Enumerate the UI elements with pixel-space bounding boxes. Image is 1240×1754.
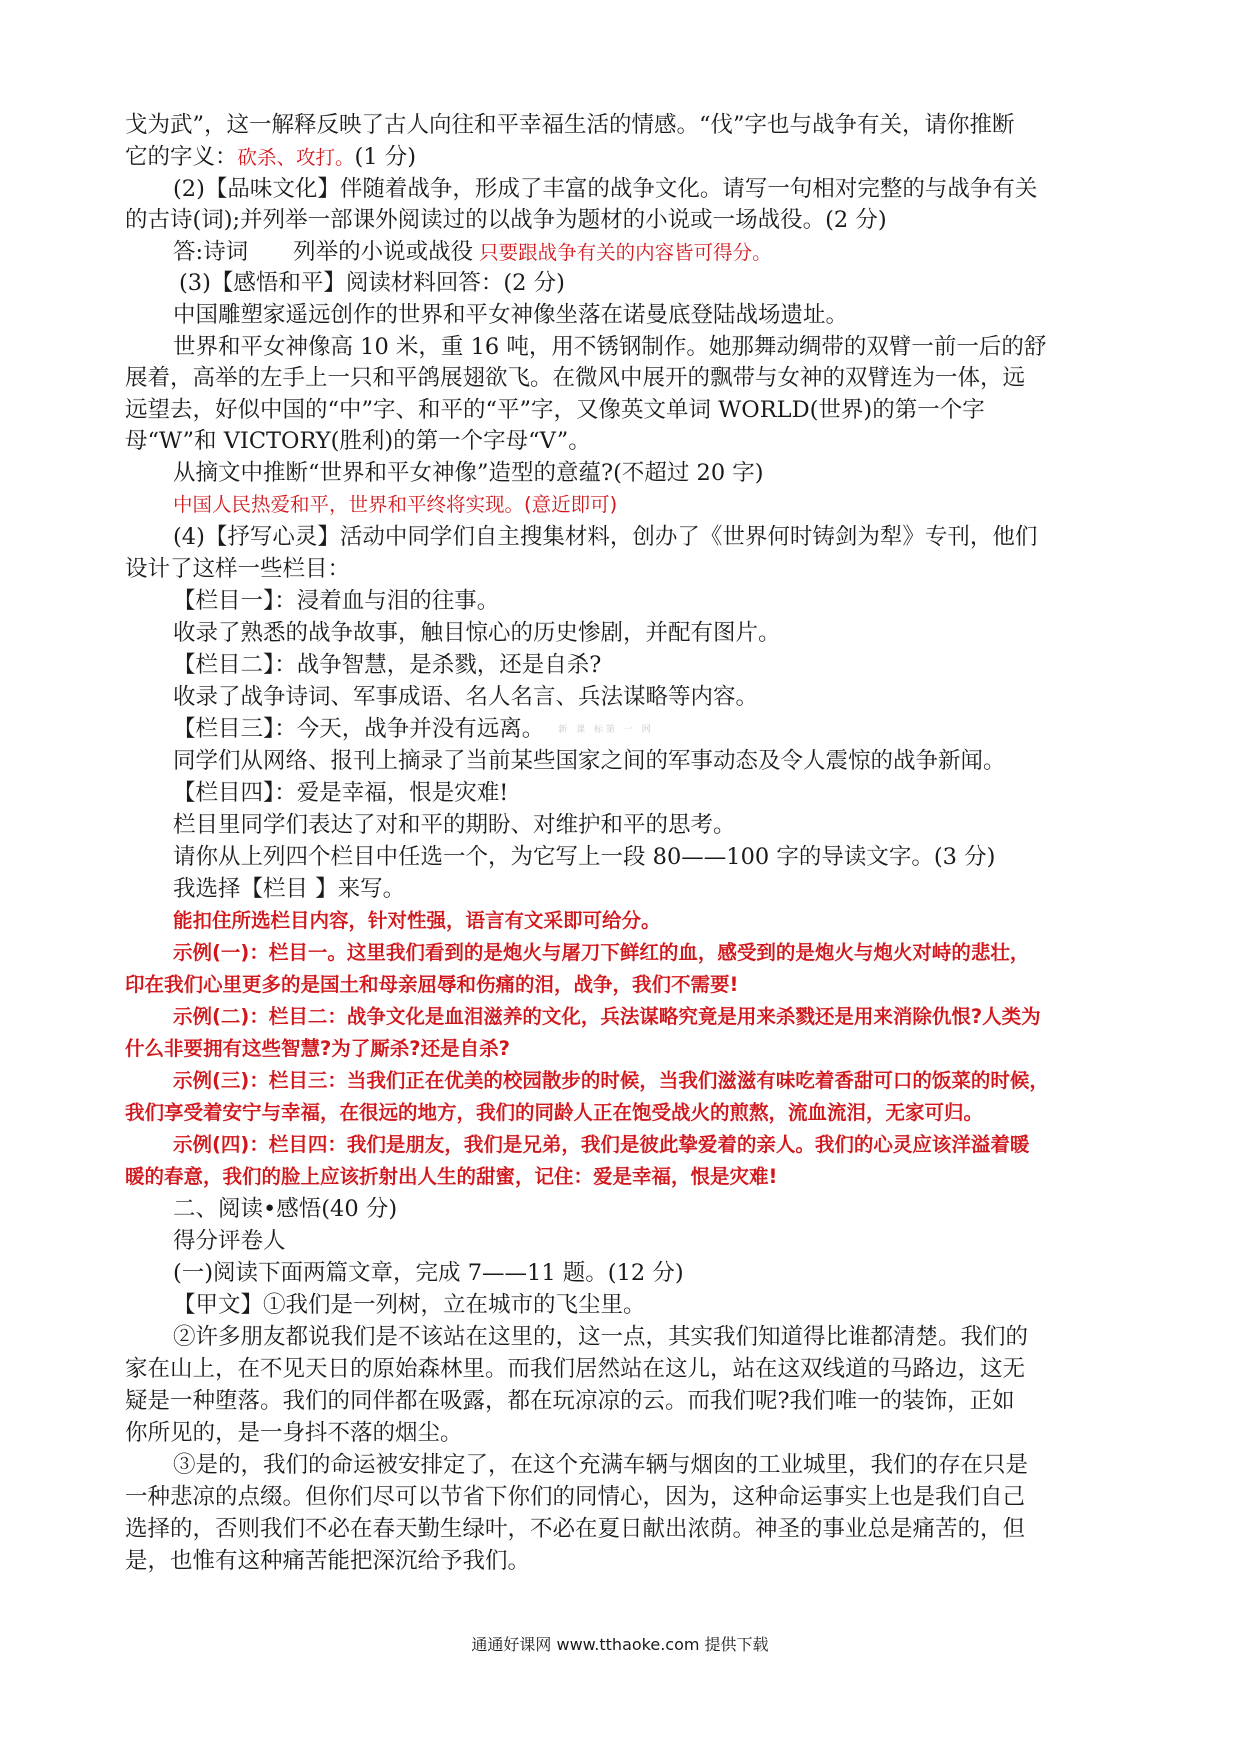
- text-line: 设计了这样一些栏目：: [125, 556, 351, 582]
- watermark-text: 新 课 标第 一 网: [558, 725, 654, 735]
- text-line: 世界和平女神像高 10 米，重 16 吨，用不锈钢制作。她那舞动绸带的双臂一前一后的舒: [173, 334, 1047, 360]
- answer-text: 能扣住所选栏目内容，针对性强，语言有文采即可给分。: [173, 909, 661, 932]
- section-heading: 二、阅读•感悟(40 分): [173, 1196, 398, 1222]
- text-line: ②许多朋友都说我们是不该站在这里的，这一点，其实我们知道得比谁都清楚。我们的: [173, 1324, 1029, 1350]
- text-line: (4)【抒写心灵】活动中同学们自主搜集材料，创办了《世界何时铸剑为犁》专刊，他们: [173, 524, 1038, 550]
- answer-text: 什么非要拥有这些智慧?为了厮杀?还是自杀?: [125, 1037, 510, 1060]
- text-line: 【甲文】①我们是一列树，立在城市的飞尘里。: [173, 1292, 646, 1318]
- text-line: [173, 236, 772, 269]
- text-span: 它的字义：: [125, 144, 238, 170]
- answer-text: 印在我们心里更多的是国土和母亲屈辱和伤痛的泪，战争，我们不需要!: [125, 973, 739, 996]
- page-footer: 通通好课网 www.tthaoke.com 提供下载: [471, 1635, 769, 1654]
- text-line: 同学们从网络、报刊上摘录了当前某些国家之间的军事动态及令人震惊的战争新闻。: [173, 748, 1006, 774]
- answer-text: 只要跟战争有关的内容皆可得分。: [479, 241, 772, 264]
- answer-text: 示例(三)：栏目三：当我们正在优美的校园散步的时候，当我们滋滋有味吃着香甜可口的饭菜的时候，: [173, 1069, 1049, 1092]
- text-line: [173, 713, 654, 746]
- text-line: 母“W”和 VICTORY(胜利)的第一个字母“V”。: [125, 428, 591, 454]
- text-line: 【栏目四】：爱是幸福，恨是灾难!: [173, 780, 509, 806]
- text-line: 收录了熟悉的战争故事，触目惊心的历史惨剧，并配有图片。: [173, 620, 781, 646]
- answer-text: 示例(四)：栏目四：我们是朋友，我们是兄弟，我们是彼此挚爱着的亲人。我们的心灵应该洋溢着暖: [173, 1133, 1030, 1156]
- answer-text: 暖的春意，我们的脸上应该折射出人生的甜蜜，记住：爱是幸福，恨是灾难!: [125, 1165, 778, 1188]
- text-line: 家在山上，在不见天日的原始森林里。而我们居然站在这儿，站在这双线道的马路边，这无: [125, 1356, 1026, 1382]
- text-span: 答:诗词 列举的小说或战役: [173, 239, 474, 265]
- text-span: (1 分): [354, 144, 417, 170]
- answer-text: 中国人民热爱和平，世界和平终将实现。(意近即可): [173, 493, 618, 516]
- text-line: (2)【品味文化】伴随着战争，形成了丰富的战争文化。请写一句相对完整的与战争有关: [173, 176, 1038, 202]
- text-line: [125, 141, 416, 174]
- text-line: 从摘文中推断“世界和平女神像”造型的意蕴?(不超过 20 字): [173, 460, 764, 486]
- text-line: 一种悲凉的点缀。但你们尽可以节省下你们的同情心，因为，这种命运事实上也是我们自己: [125, 1484, 1026, 1510]
- answer-text: 我们享受着安宁与幸福，在很远的地方，我们的同龄人正在饱受战火的煎熬，流血流泪，无家可归。: [125, 1101, 984, 1124]
- text-line: 你所见的，是一身抖不落的烟尘。: [125, 1420, 463, 1446]
- text-line: 戈为武”，这一解释反映了古人向往和平幸福生活的情感。“伐”字也与战争有关，请你推断: [125, 112, 1015, 138]
- text-line: 选择的，否则我们不必在春天勤生绿叶，不必在夏日献出浓荫。神圣的事业总是痛苦的，但: [125, 1516, 1026, 1542]
- text-line: 疑是一种堕落。我们的同伴都在吸露，都在玩凉凉的云。而我们呢?我们唯一的装饰，正如: [125, 1388, 1015, 1414]
- text-line: 收录了战争诗词、军事成语、名人名言、兵法谋略等内容。: [173, 684, 759, 710]
- answer-text: 示例(二)：栏目二：战争文化是血泪滋养的文化，兵法谋略究竟是用来杀戮还是用来消除仇恨?人类为: [173, 1005, 1041, 1028]
- text-line: 远望去，好似中国的“中”字、和平的“平”字，又像英文单词 WORLD(世界)的第一个字: [125, 397, 985, 423]
- text-line: 请你从上列四个栏目中任选一个，为它写上一段 80——100 字的导读文字。(3 分): [173, 844, 996, 870]
- text-line: 我选择【栏目 】来写。: [173, 876, 406, 902]
- text-line: 是，也惟有这种痛苦能把深沉给予我们。: [125, 1548, 531, 1574]
- answer-text: 砍杀、攻打。: [237, 146, 355, 169]
- text-line: 【栏目一】：浸着血与泪的往事。: [173, 588, 500, 614]
- text-line: 得分评卷人: [173, 1228, 286, 1254]
- text-span: 【栏目三】：今天，战争并没有远离。: [173, 716, 545, 742]
- answer-text: 示例(一)：栏目一。这里我们看到的是炮火与屠刀下鲜红的血，感受到的是炮火与炮火对峙的悲壮，: [173, 941, 1030, 964]
- text-line: 的古诗(词);并列举一部课外阅读过的以战争为题材的小说或一场战役。(2 分): [125, 207, 887, 233]
- text-line: ③是的，我们的命运被安排定了，在这个充满车辆与烟囱的工业城里，我们的存在只是: [173, 1452, 1029, 1478]
- text-line: 中国雕塑家遥远创作的世界和平女神像坐落在诺曼底登陆战场遗址。: [173, 302, 849, 328]
- text-line: 栏目里同学们表达了对和平的期盼、对维护和平的思考。: [173, 812, 736, 838]
- text-line: 展着，高举的左手上一只和平鸽展翅欲飞。在微风中展开的飘带与女神的双臂连为一体，远: [125, 365, 1026, 391]
- text-line: (3)【感悟和平】阅读材料回答：(2 分): [179, 270, 565, 296]
- text-line: (一)阅读下面两篇文章，完成 7——11 题。(12 分): [173, 1260, 684, 1286]
- text-line: 【栏目二】：战争智慧，是杀戮，还是自杀?: [173, 652, 602, 678]
